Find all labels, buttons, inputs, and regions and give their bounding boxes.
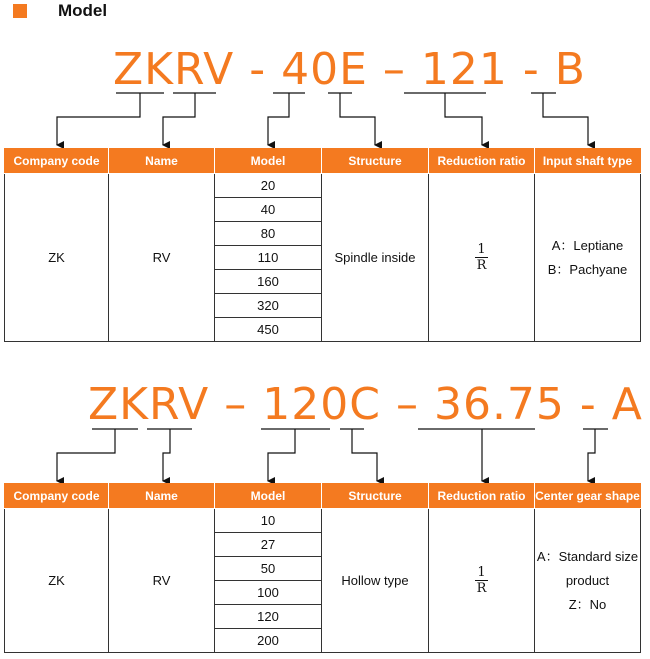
name-cell: RV [109, 174, 215, 342]
model-code-1 [113, 44, 586, 95]
model-code-2 [88, 379, 643, 430]
header-company-code: Company code [5, 149, 109, 174]
connector-type [588, 429, 595, 481]
connector-company [57, 429, 115, 481]
header-reduction-ratio: Reduction ratio [429, 484, 535, 509]
model-cell: 160 [215, 270, 322, 294]
header-input-shaft-type: Input shaft type [535, 149, 641, 174]
table-row [5, 509, 641, 533]
header-reduction-ratio: Reduction ratio [429, 149, 535, 174]
code-part-type: A [611, 379, 643, 430]
table-row [5, 174, 641, 198]
ratio-cell [429, 509, 535, 653]
code-separator: – [209, 379, 263, 430]
model-cell: 80 [215, 222, 322, 246]
connector-name [163, 429, 170, 481]
ratio-fraction [475, 565, 487, 596]
header-name: Name [109, 484, 215, 509]
code-part-type: B [554, 44, 586, 95]
model-cell: 20 [215, 174, 322, 198]
connector-model [268, 93, 289, 145]
header-model: Model [215, 484, 322, 509]
code-part-model: 120C [262, 379, 381, 430]
connector-structure [352, 429, 377, 481]
model-cell: 40 [215, 198, 322, 222]
model-cell: 10 [215, 509, 322, 533]
connector-model [268, 429, 295, 481]
shaft-type-cell [535, 174, 641, 342]
heading-bullet [13, 4, 27, 18]
header-center-gear-shape: Center gear shape [535, 484, 641, 509]
structure-cell: Spindle inside [322, 174, 429, 342]
model-cell: 27 [215, 533, 322, 557]
option-b: B：Pachyane [547, 261, 628, 277]
code-connector-diagram-1 [0, 90, 650, 150]
connector-name [163, 93, 195, 145]
option-a: A：Standard size product [536, 548, 639, 588]
header-model: Model [215, 149, 322, 174]
code-separator: – [367, 44, 421, 95]
company-code-cell: ZK [5, 509, 109, 653]
model-table-2 [4, 483, 641, 653]
ratio-cell [429, 174, 535, 342]
connector-structure [340, 93, 375, 145]
header-company-code: Company code [5, 484, 109, 509]
ratio-denominator: R [476, 258, 487, 273]
code-part-model: 40E [281, 44, 368, 95]
model-cell: 50 [215, 557, 322, 581]
option-a: A：Leptiane [551, 237, 624, 253]
connector-company [57, 93, 140, 145]
code-part-series: ZKRV [88, 379, 210, 430]
page-title: Model [58, 1, 108, 20]
code-separator: - [507, 44, 555, 95]
company-code-cell: ZK [5, 174, 109, 342]
structure-cell: Hollow type [322, 509, 429, 653]
table-header-row [5, 484, 641, 509]
ratio-numerator: 1 [477, 242, 486, 257]
model-cell: 110 [215, 246, 322, 270]
option-z: Z：No [568, 596, 607, 612]
header-structure: Structure [322, 484, 429, 509]
table-header-row [5, 149, 641, 174]
model-cell: 450 [215, 318, 322, 342]
model-cell: 120 [215, 605, 322, 629]
connector-type [543, 93, 588, 145]
code-separator: - [564, 379, 612, 430]
code-separator: - [234, 44, 282, 95]
name-cell: RV [109, 509, 215, 653]
connector-ratio [445, 93, 482, 145]
code-part-ratio: 36.75 [433, 379, 565, 430]
ratio-denominator: R [476, 581, 487, 596]
code-connector-diagram-2 [0, 426, 650, 486]
header-structure: Structure [322, 149, 429, 174]
code-part-series: ZKRV [113, 44, 235, 95]
model-cell: 100 [215, 581, 322, 605]
header-name: Name [109, 149, 215, 174]
center-gear-shape-cell [535, 509, 641, 653]
code-part-ratio: 121 [420, 44, 508, 95]
code-separator: – [380, 379, 434, 430]
model-cell: 320 [215, 294, 322, 318]
ratio-numerator: 1 [477, 565, 486, 580]
model-cell: 200 [215, 629, 322, 653]
model-table-1 [4, 148, 641, 342]
ratio-fraction [475, 242, 487, 273]
